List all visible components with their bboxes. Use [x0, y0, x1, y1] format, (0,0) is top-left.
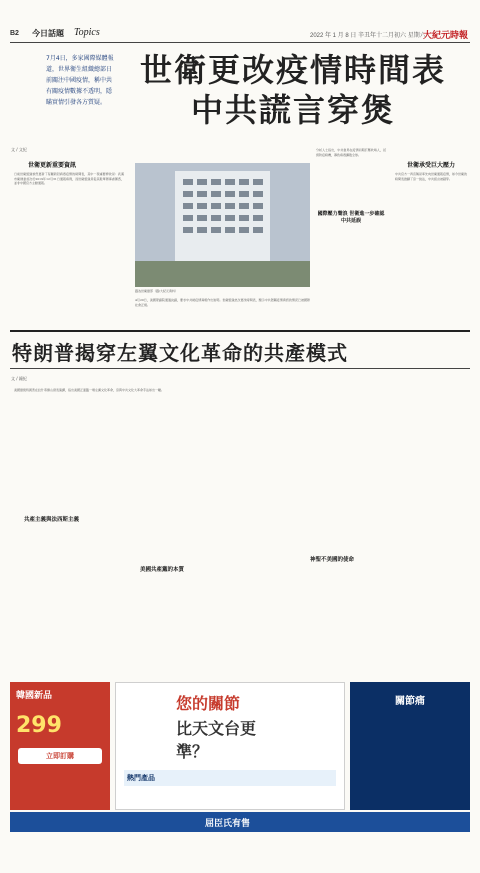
ad-left-brand: 韓國新品 — [16, 691, 53, 701]
second-headline: 特朗普揭穿左翼文化革命的共產模式 — [12, 341, 348, 365]
advert-left — [10, 682, 110, 810]
article2-subtitle-2: 美國共產黨的本質 — [140, 567, 185, 573]
header-rule — [10, 42, 470, 43]
main-headline: 世衛更改疫情時間表 中共謊言穿煲 — [139, 51, 446, 129]
lead-paragraph: 7月4日，多家國際媒體報道，世界衛生組織總部日前關注中國疫情，稱中共有關疫情數據不透明，隱瞞實情引發各方質疑。 — [46, 55, 114, 106]
col1-text: 日前世衛組織悄然更新了有關新冠病毒疫情的時間表，其中一項重要修改是：武漢市衛健委首次於2019年12月31日通報病例，而世衛組織是從其駐華辦事處獲悉，並非中國官方主動通報。 — [14, 172, 124, 186]
ad-footer — [10, 812, 470, 832]
ad-left-cta[interactable]: 立即訂購 — [18, 748, 102, 764]
ad-right-title: 關節痛 — [395, 696, 425, 707]
col3-subtitle: 國際壓力聲浪 世衛進一步確認中共延誤 — [317, 211, 385, 224]
ad-mid-tag: 熱門產品 — [124, 770, 336, 786]
article2-subtitle-1: 共產主義與法西斯主義 — [24, 517, 80, 523]
issue-date: 2022 年 1 月 8 日 辛丑年十二月初六 星期六 — [310, 33, 426, 39]
col4-text: 中共官方一再宣稱是率先向世衛通報疫情，如今世衛的時間表推翻了這一說法，中共謊言被戳穿。 — [395, 172, 467, 181]
photo-caption: 圖為世衛總部（圖/大紀元資料） — [135, 289, 179, 293]
second-headline-rule — [10, 368, 470, 369]
section-divider — [10, 330, 470, 332]
advert-middle — [115, 682, 345, 810]
who-building-photo — [135, 163, 310, 287]
ad-mid-q1: 您的關節 — [176, 694, 241, 713]
topics-label: Topics — [74, 27, 100, 38]
col2-text: 4月20日，美國眾議院通過決議，要求中共就疫情真相作出說明。世衛組織此次更改時間表，顯示中共隱瞞疫情資訊的情況已被國際社會正視。 — [135, 298, 310, 307]
col4-subtitle: 世衛承受巨大壓力 — [406, 162, 455, 169]
advert-right — [350, 682, 470, 810]
building-image — [135, 163, 310, 287]
ad-mid-q2: 比天文台更準？ — [176, 719, 257, 761]
page-header — [0, 0, 480, 40]
page-number: B2 — [10, 30, 19, 37]
col1-subtitle: 世衛更新重要資訊 — [28, 162, 77, 169]
publication-logo: 大紀元時報 — [422, 31, 468, 41]
footer-cta: 屈臣氏有售 — [205, 819, 251, 829]
article2-subtitle-3: 神聖不美國的使命 — [310, 557, 355, 563]
ad-left-price: 299 — [16, 713, 62, 738]
section-label: 今日話題 — [32, 29, 64, 38]
second-byline: 文 / 鐘紀 — [11, 376, 27, 381]
article2-text: 美國總統特朗普在拉什莫爾山發表演講，指出美國正面臨一場左翼文化革命，這與中共文化大革命手法如出一轍。 — [14, 388, 165, 392]
col3-text: 分析人士指出，中共當局在疫情初期打壓吹哨人，延誤防疫時機，導致病毒擴散全球。 — [316, 148, 386, 157]
byline: 文 / 文紀 — [11, 147, 27, 152]
